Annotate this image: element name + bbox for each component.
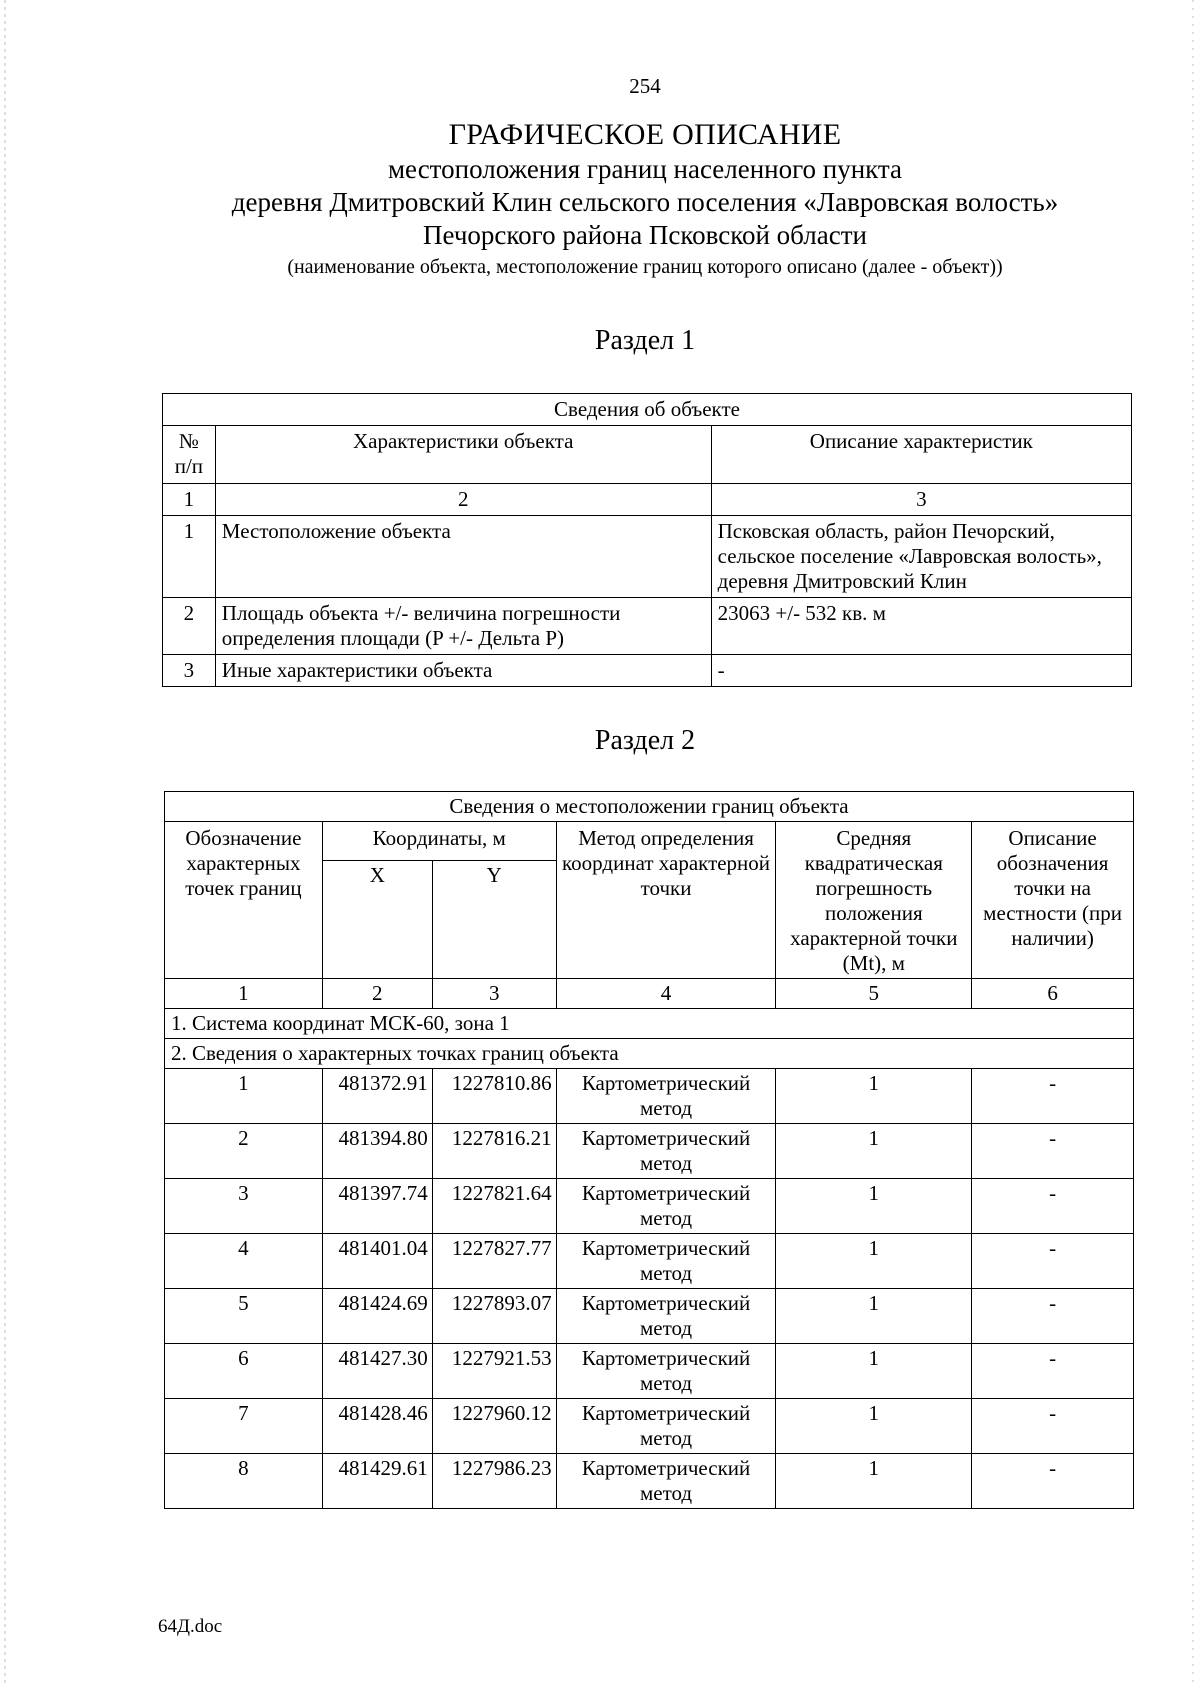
col-number: 2 xyxy=(322,979,432,1009)
table-row xyxy=(165,1289,1134,1344)
point-description: - xyxy=(972,1234,1134,1289)
method: Картометрический метод xyxy=(556,1399,776,1454)
method: Картометрический метод xyxy=(556,1069,776,1124)
table-row xyxy=(165,1069,1134,1124)
points-table-title: Сведения о местоположении границ объекта xyxy=(165,792,1134,822)
point-id: 6 xyxy=(165,1344,323,1399)
boundary-points-table xyxy=(164,791,1134,1509)
table-row xyxy=(165,1344,1134,1399)
row-description: 23063 +/- 532 кв. м xyxy=(711,598,1131,655)
method: Картометрический метод xyxy=(556,1344,776,1399)
mean-error: 1 xyxy=(776,1179,972,1234)
method: Картометрический метод xyxy=(556,1179,776,1234)
coord-y: 1227821.64 xyxy=(432,1179,556,1234)
coord-x: 481394.80 xyxy=(322,1124,432,1179)
point-description: - xyxy=(972,1289,1134,1344)
col-number: 5 xyxy=(776,979,972,1009)
row-characteristic: Местоположение объекта xyxy=(215,516,711,598)
row-description: - xyxy=(711,655,1131,687)
row-characteristic: Площадь объекта +/- величина погрешности определения площади (P +/- Дельта P) xyxy=(215,598,711,655)
table-row xyxy=(163,655,1132,687)
object-table-title: Сведения об объекте xyxy=(163,394,1132,426)
section-1-title: Раздел 1 xyxy=(594,325,696,356)
point-id: 1 xyxy=(165,1069,323,1124)
header-line-1: местоположения границ населенного пункта xyxy=(387,154,903,184)
coord-y: 1227893.07 xyxy=(432,1289,556,1344)
method: Картометрический метод xyxy=(556,1124,776,1179)
point-description: - xyxy=(972,1344,1134,1399)
header-description: Описание характеристик xyxy=(711,426,1131,484)
method: Картометрический метод xyxy=(556,1234,776,1289)
mean-error: 1 xyxy=(776,1454,972,1509)
point-description: - xyxy=(972,1399,1134,1454)
point-id: 4 xyxy=(165,1234,323,1289)
object-info-table xyxy=(162,393,1132,687)
header-point-description: Описание обозначения точки на местности (при наличии) xyxy=(972,822,1134,979)
coord-y: 1227810.86 xyxy=(432,1069,556,1124)
header-line-3: Печорского района Псковской области xyxy=(423,220,867,250)
coord-x: 481427.30 xyxy=(322,1344,432,1399)
coord-y: 1227827.77 xyxy=(432,1234,556,1289)
coord-y: 1227921.53 xyxy=(432,1344,556,1399)
point-id: 3 xyxy=(165,1179,323,1234)
section-2-title: Раздел 2 xyxy=(594,725,696,756)
coord-x: 481401.04 xyxy=(322,1234,432,1289)
coord-y: 1227986.23 xyxy=(432,1454,556,1509)
col-number: 3 xyxy=(432,979,556,1009)
point-description: - xyxy=(972,1069,1134,1124)
table-row xyxy=(165,1179,1134,1234)
method: Картометрический метод xyxy=(556,1454,776,1509)
header-y: Y xyxy=(432,861,556,979)
header-hint: (наименование объекта, местоположение границ которого описано (далее - объект)) xyxy=(287,256,1003,278)
header-line-2: деревня Дмитровский Клин сельского поселения «Лавровская волость» xyxy=(231,187,1059,217)
row-characteristic: Иные характеристики объекта xyxy=(215,655,711,687)
mean-error: 1 xyxy=(776,1124,972,1179)
document-title: ГРАФИЧЕСКОЕ ОПИСАНИЕ xyxy=(448,118,842,151)
table-row xyxy=(165,1399,1134,1454)
coord-x: 481424.69 xyxy=(322,1289,432,1344)
coordinate-system: 1. Система координат МСК-60, зона 1 xyxy=(165,1009,1134,1039)
point-description: - xyxy=(972,1124,1134,1179)
header-coordinates: Координаты, м xyxy=(322,822,556,861)
table-row xyxy=(165,1454,1134,1509)
col-number: 1 xyxy=(163,484,216,516)
mean-error: 1 xyxy=(776,1344,972,1399)
table-row xyxy=(163,516,1132,598)
row-num: 1 xyxy=(163,516,216,598)
col-number: 6 xyxy=(972,979,1134,1009)
col-number: 3 xyxy=(711,484,1131,516)
mean-error: 1 xyxy=(776,1234,972,1289)
coord-x: 481429.61 xyxy=(322,1454,432,1509)
coord-x: 481397.74 xyxy=(322,1179,432,1234)
coord-y: 1227960.12 xyxy=(432,1399,556,1454)
mean-error: 1 xyxy=(776,1289,972,1344)
header-method: Метод определения координат характерной точки xyxy=(556,822,776,979)
point-description: - xyxy=(972,1454,1134,1509)
table-row xyxy=(165,1124,1134,1179)
header-characteristic: Характеристики объекта xyxy=(215,426,711,484)
page-number: 254 xyxy=(629,74,661,98)
mean-error: 1 xyxy=(776,1069,972,1124)
table-row xyxy=(163,598,1132,655)
coord-x: 481372.91 xyxy=(322,1069,432,1124)
point-id: 5 xyxy=(165,1289,323,1344)
point-description: - xyxy=(972,1179,1134,1234)
footer-filename: 64Д.doc xyxy=(158,1616,223,1637)
point-id: 2 xyxy=(165,1124,323,1179)
col-number: 1 xyxy=(165,979,323,1009)
point-id: 7 xyxy=(165,1399,323,1454)
header-x: X xyxy=(322,861,432,979)
row-num: 2 xyxy=(163,598,216,655)
table-row xyxy=(165,1234,1134,1289)
coord-x: 481428.46 xyxy=(322,1399,432,1454)
mean-error: 1 xyxy=(776,1399,972,1454)
row-num: 3 xyxy=(163,655,216,687)
point-id: 8 xyxy=(165,1454,323,1509)
header-num: № п/п xyxy=(163,426,216,484)
header-point: Обозначение характерных точек границ xyxy=(165,822,323,979)
points-caption: 2. Сведения о характерных точках границ объекта xyxy=(165,1039,1134,1069)
col-number: 4 xyxy=(556,979,776,1009)
document-header xyxy=(0,117,1200,281)
method: Картометрический метод xyxy=(556,1289,776,1344)
coord-y: 1227816.21 xyxy=(432,1124,556,1179)
col-number: 2 xyxy=(215,484,711,516)
row-description: Псковская область, район Печорский, сельское поселение «Лавровская волость», деревня Дмитровский Клин xyxy=(711,516,1131,598)
header-error: Средняя квадратическая погрешность положения характерной точки (Mt), м xyxy=(776,822,972,979)
